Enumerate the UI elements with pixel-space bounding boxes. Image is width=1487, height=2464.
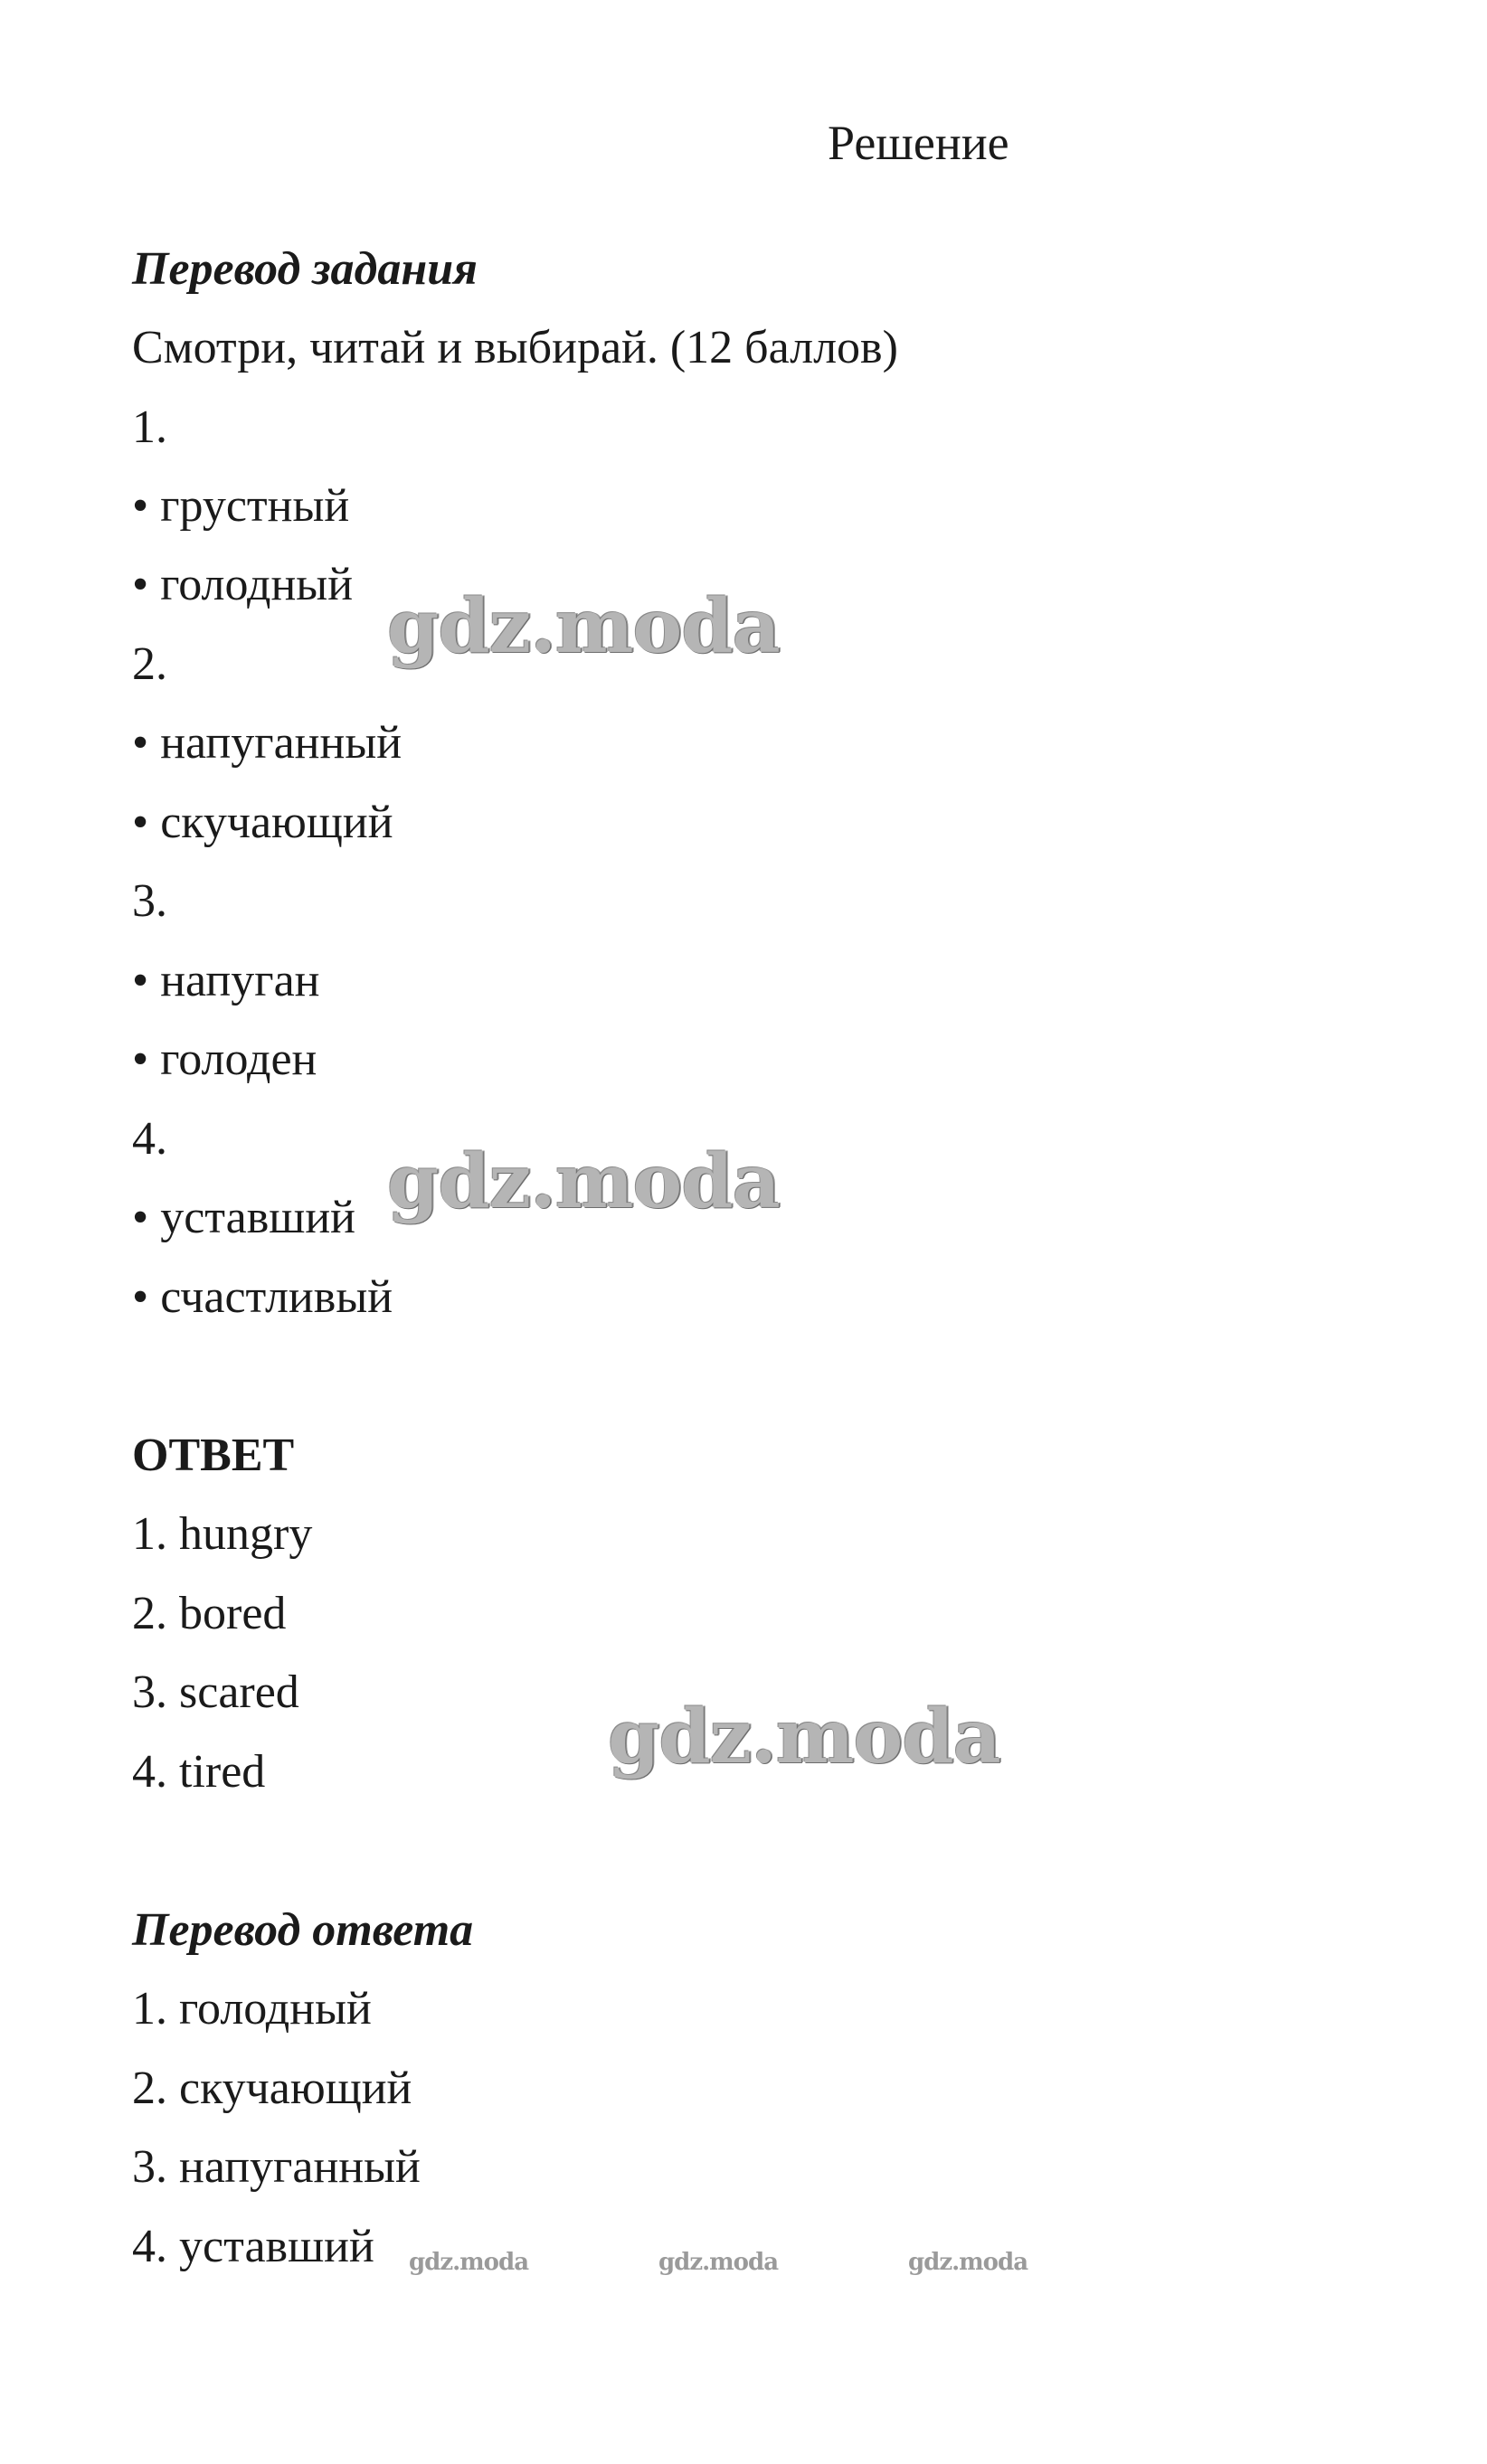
answer-item: 3. scared [132, 1666, 299, 1718]
watermark: gdz.moda [658, 2249, 779, 2276]
answer-item: 1. hungry [132, 1508, 313, 1560]
watermark: gdz.moda [387, 583, 780, 670]
task-item-number: 2. [132, 638, 167, 690]
watermark: gdz.moda [409, 2249, 529, 2276]
watermark: gdz.moda [387, 1138, 780, 1225]
answer-translation-item: 3. напуганный [132, 2141, 421, 2193]
answer-item: 4. tired [132, 1746, 266, 1798]
answer-heading: ОТВЕТ [132, 1430, 295, 1481]
task-option: • скучающий [132, 797, 393, 848]
task-translation-heading: Перевод задания [132, 243, 478, 295]
answer-item: 2. bored [132, 1588, 287, 1639]
task-item-number: 1. [132, 401, 167, 453]
answer-translation-item: 4. уставший [132, 2221, 374, 2272]
task-option: • голоден [132, 1034, 317, 1085]
task-option: • грустный [132, 480, 350, 532]
task-option: • голодный [132, 559, 354, 610]
task-instruction: Смотри, читай и выбирай. (12 баллов) [132, 322, 898, 373]
answer-translation-heading: Перевод ответа [132, 1904, 474, 1956]
task-item-number: 4. [132, 1113, 167, 1165]
task-option: • напуган [132, 955, 320, 1006]
task-item-number: 3. [132, 875, 167, 927]
page-title: Решение [828, 116, 1009, 170]
answer-translation-item: 2. скучающий [132, 2063, 412, 2114]
watermark: gdz.moda [608, 1694, 1000, 1780]
answer-translation-item: 1. голодный [132, 1983, 372, 2034]
task-option: • уставший [132, 1192, 355, 1243]
task-option: • счастливый [132, 1271, 393, 1323]
task-option: • напуганный [132, 717, 403, 769]
watermark: gdz.moda [908, 2249, 1028, 2276]
